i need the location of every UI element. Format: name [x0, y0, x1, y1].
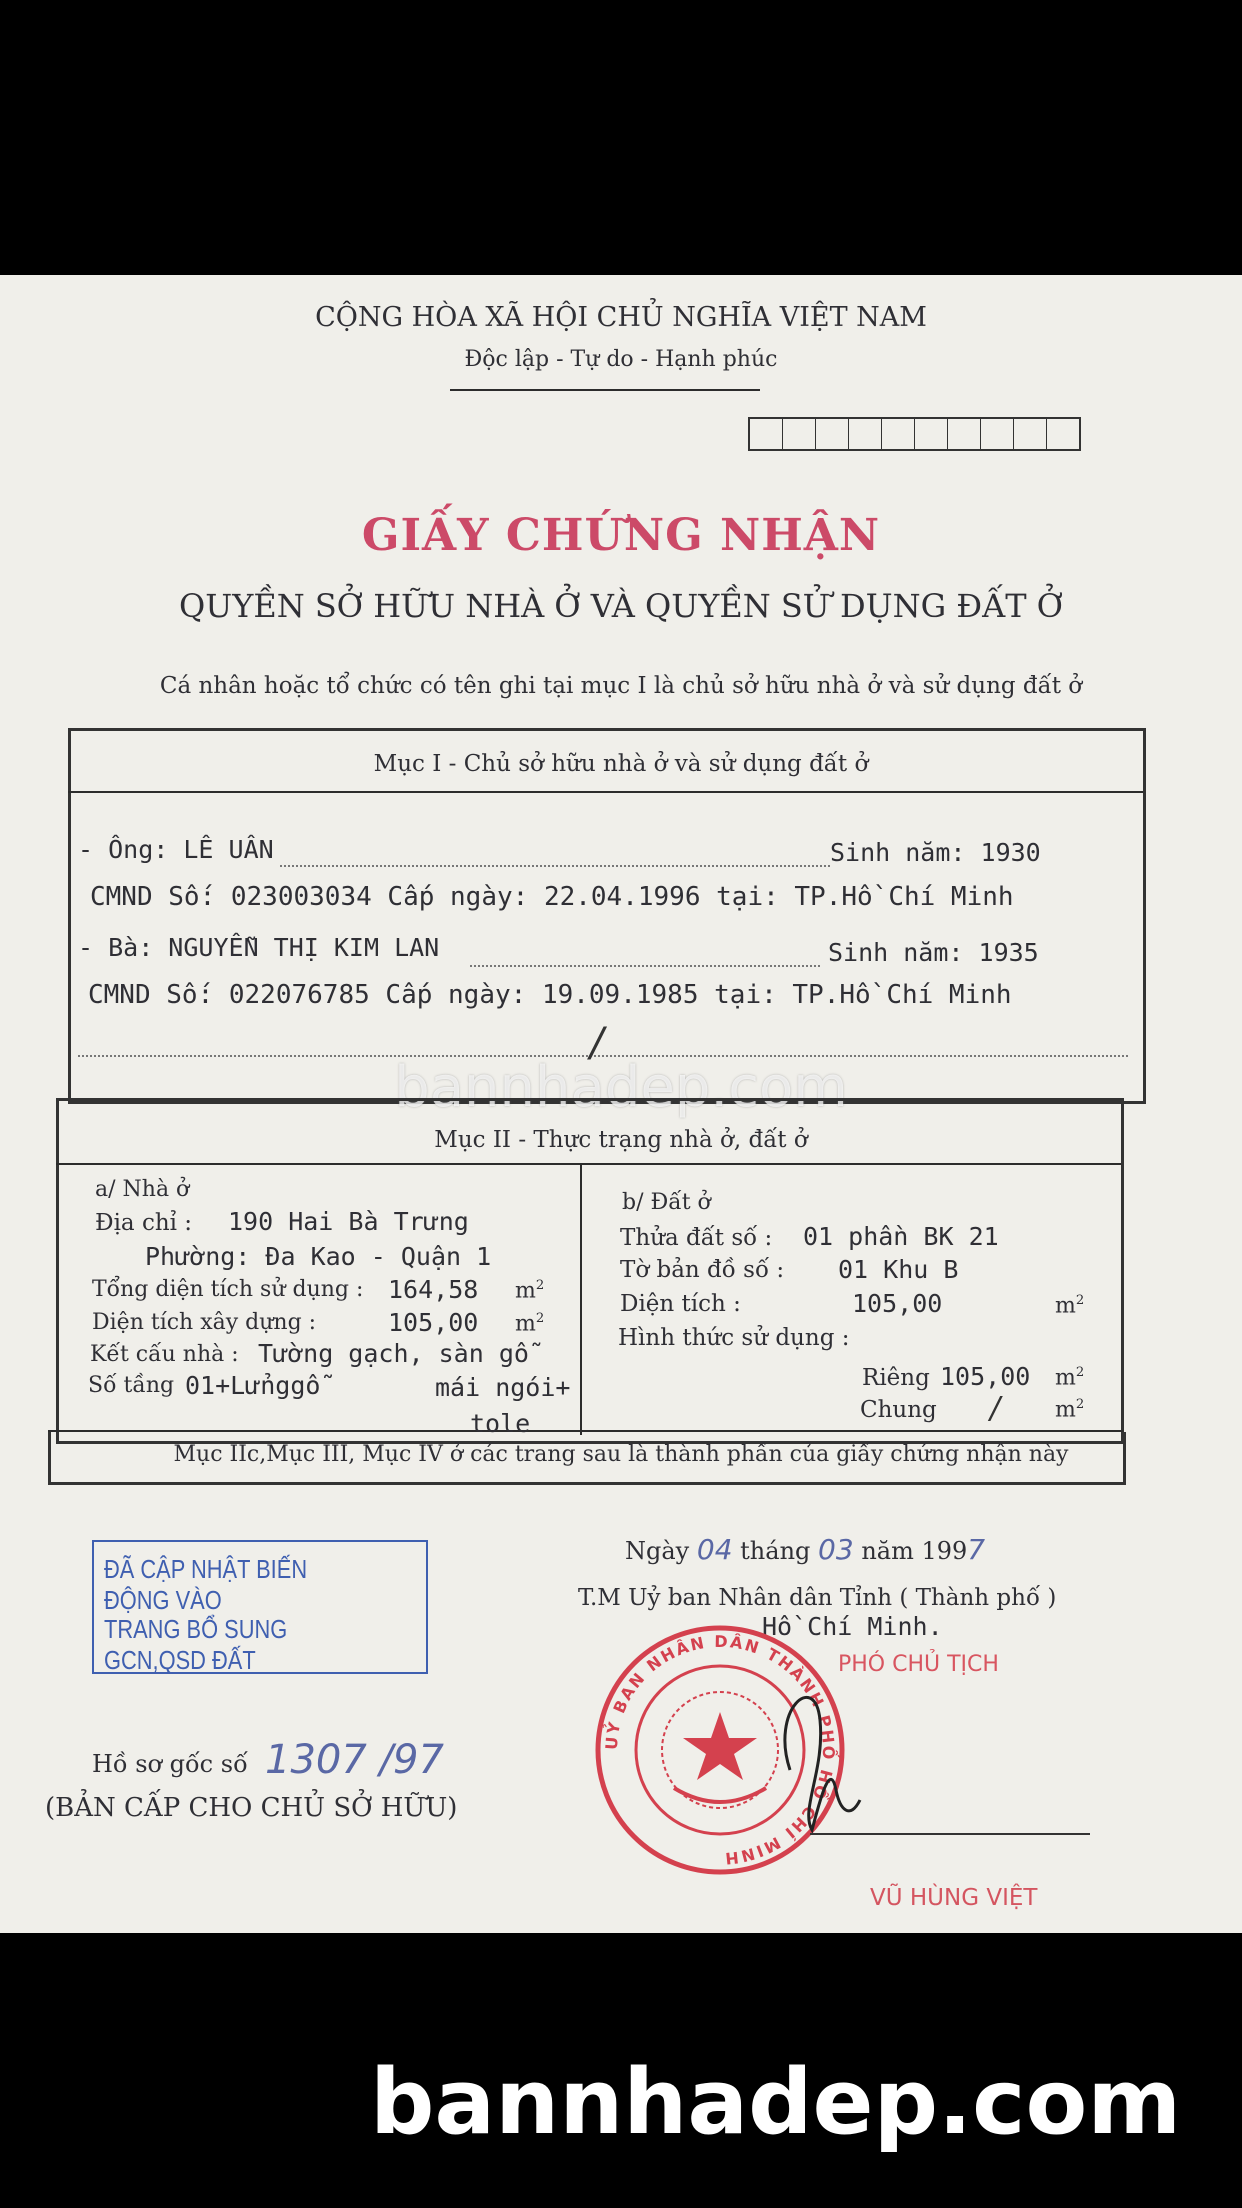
- section2-heading: Mục II - Thực trạng nhà ở, đất ở: [434, 1127, 808, 1153]
- house-ward-value: Phường: Đa Kao - Quận 1: [145, 1242, 492, 1271]
- certificate-document: [0, 275, 1242, 1933]
- land-area-value: 105,00: [852, 1289, 943, 1318]
- house-address-label: Địa chỉ :: [95, 1210, 193, 1236]
- motto-underline: [450, 389, 760, 391]
- build-area-value: 105,00: [388, 1308, 479, 1337]
- owner2-name-dots: [470, 965, 820, 967]
- certificate-intro: Cá nhân hoặc tổ chức có tên ghi tại mục I là chủ sở hữu nhà ở và sử dụng đất ở: [159, 673, 1083, 699]
- section1-heading: Mục I - Chủ sở hữu nhà ở và sử dụng đất ở: [373, 751, 869, 777]
- authority-line1: T.M Uỷ ban Nhân dân Tỉnh ( Thành phố ): [578, 1585, 1057, 1611]
- total-area-label: Tổng diện tích sử dụng :: [92, 1277, 364, 1302]
- watermark: bannhadep.com: [394, 1055, 848, 1120]
- floors-value: 01+Lửnggỗ: [185, 1371, 321, 1400]
- plot-label: Thửa đất số :: [620, 1225, 773, 1251]
- private-label: Riêng: [862, 1365, 930, 1391]
- record-value: 1307 /97: [265, 1737, 444, 1783]
- owner2-birth: Sinh năm: 1935: [828, 938, 1039, 967]
- country-name: CỘNG HÒA XÃ HỘI CHỦ NGHĨA VIỆT NAM: [315, 302, 927, 333]
- serial-number-boxes: [748, 417, 1081, 451]
- build-area-unit: $m^2$: [515, 1311, 545, 1337]
- private-unit: $m^2$: [1055, 1365, 1085, 1391]
- house-label: a/ Nhà ở: [95, 1177, 190, 1202]
- blank-slash: /: [590, 1020, 604, 1066]
- owner2-id: CMND Số: 022076785 Cấp ngày: 19.09.1985 tại: TP.Hồ Chí Minh: [88, 980, 1012, 1010]
- authority-line2: Hồ Chí Minh.: [762, 1612, 943, 1641]
- floors-label: Số tầng: [88, 1373, 175, 1398]
- total-area-unit: $m^2$: [515, 1278, 545, 1304]
- build-area-label: Diện tích xây dựng :: [92, 1310, 317, 1335]
- owner1-name: - Ông: LÊ UÂN: [78, 835, 274, 864]
- section2-heading-divider: [56, 1163, 1121, 1165]
- issue-date: Ngày 04 tháng 03 năm 1997: [625, 1533, 986, 1566]
- seal-text: UỶ BAN NHÂN DÂN THÀNH PHỐ HỒ CHÍ MINH: [601, 1631, 839, 1869]
- roof-value-cont: tole: [470, 1409, 531, 1438]
- owner1-id: CMND Số: 023003034 Cấp ngày: 22.04.1996 tại: TP.Hồ Chí Minh: [90, 882, 1014, 912]
- plot-value: 01 phần BK 21: [803, 1222, 999, 1251]
- section2-column-divider: [580, 1165, 582, 1435]
- total-area-value: 164,58: [388, 1275, 479, 1304]
- section1-heading-divider: [68, 791, 1143, 793]
- roof-value: mái ngói+: [435, 1373, 571, 1402]
- signer-name: VŨ HÙNG VIỆT: [870, 1885, 1038, 1911]
- owner1-name-dots: [280, 865, 830, 867]
- land-area-unit: $m^2$: [1055, 1293, 1085, 1319]
- update-stamp-box: [92, 1540, 428, 1674]
- map-value: 01 Khu B: [838, 1255, 959, 1284]
- record-label: Hồ sơ gốc số: [92, 1750, 248, 1778]
- shared-value: /: [990, 1391, 1001, 1426]
- footer-watermark: bannhadep.com: [370, 2050, 1182, 2155]
- certificate-subtitle: QUYỀN SỞ HỮU NHÀ Ở VÀ QUYỀN SỬ DỤNG ĐẤT Ở: [179, 587, 1063, 625]
- signature: [760, 1650, 870, 1850]
- signature-line: [810, 1833, 1090, 1835]
- shared-label: Chung: [860, 1397, 937, 1423]
- owner2-name: - Bà: NGUYỄN THỊ KIM LAN: [78, 933, 440, 962]
- owner1-birth: Sinh năm: 1930: [830, 838, 1041, 867]
- update-stamp-line2: TRANG BỔ SUNG GCN,QSD ĐẤT: [104, 1614, 288, 1675]
- note-text: Mục IIc,Mục III, Mục IV ở các trang sau là thành phần của giấy chứng nhận này: [173, 1442, 1069, 1467]
- copy-note: (BẢN CẤP CHO CHỦ SỞ HỮU): [45, 1793, 458, 1823]
- usage-label: Hình thức sử dụng :: [618, 1325, 850, 1351]
- land-label: b/ Đất ở: [622, 1190, 711, 1215]
- position-title: PHÓ CHỦ TỊCH: [838, 1652, 999, 1677]
- structure-label: Kết cấu nhà :: [90, 1342, 239, 1367]
- map-label: Tờ bản đồ số :: [620, 1257, 785, 1283]
- structure-value: Tường gạch, sàn gỗ: [258, 1339, 529, 1368]
- shared-unit: $m^2$: [1055, 1397, 1085, 1423]
- section1-box: [68, 728, 1146, 1104]
- motto: Độc lập - Tự do - Hạnh phúc: [464, 347, 778, 372]
- private-value: 105,00: [940, 1362, 1031, 1391]
- land-area-label: Diện tích :: [620, 1291, 741, 1317]
- update-stamp-line1: ĐÃ CẬP NHẬT BIẾN ĐỘNG VÀO: [104, 1554, 308, 1615]
- certificate-title: GIẤY CHỨNG NHẬN: [361, 510, 881, 561]
- house-address-value: 190 Hai Bà Trưng: [228, 1207, 469, 1236]
